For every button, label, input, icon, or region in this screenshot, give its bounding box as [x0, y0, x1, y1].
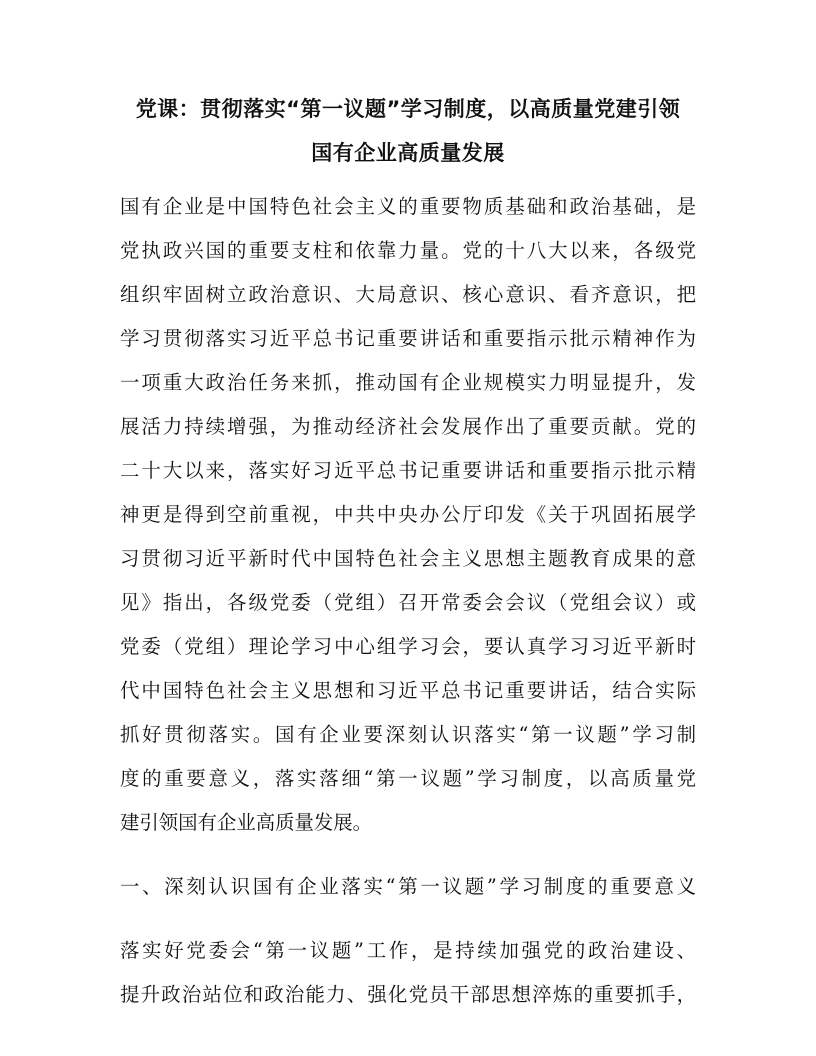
section-1-heading: 一、深刻认识国有企业落实“第一议题”学习制度的重要意义 [120, 875, 696, 898]
paragraph-1-line: 党委（党组）理论学习中心组学习会，要认真学习习近平新时 [120, 635, 696, 658]
document-title-line-2: 国有企业高质量发展 [311, 141, 505, 165]
paragraph-1-line: 度的重要意义，落实落细“第一议题”学习制度，以高质量党 [120, 767, 696, 790]
paragraph-1-line: 组织牢固树立政治意识、大局意识、核心意识、看齐意识，把 [120, 283, 696, 306]
paragraph-1-line: 建引领国有企业高质量发展。 [120, 811, 373, 834]
paragraph-1-line: 党执政兴国的重要支柱和依靠力量。党的十八大以来，各级党 [120, 239, 696, 262]
paragraph-1-line: 神更是得到空前重视，中共中央办公厅印发《关于巩固拓展学 [120, 503, 696, 526]
paragraph-1-line: 一项重大政治任务来抓，推动国有企业规模实力明显提升，发 [120, 371, 696, 394]
paragraph-2-line: 提升政治站位和政治能力、强化党员干部思想淬炼的重要抓手， [120, 983, 696, 1006]
paragraph-2-line: 落实好党委会“第一议题”工作，是持续加强党的政治建设、 [120, 939, 696, 962]
paragraph-1-line: 代中国特色社会主义思想和习近平总书记重要讲话，结合实际 [120, 679, 696, 702]
paragraph-1-line: 抓好贯彻落实。国有企业要深刻认识落实“第一议题”学习制 [120, 723, 696, 746]
paragraph-1-line: 二十大以来，落实好习近平总书记重要讲话和重要指示批示精 [120, 459, 696, 482]
paragraph-1-line: 见》指出，各级党委（党组）召开常委会会议（党组会议）或 [120, 591, 696, 614]
paragraph-1-line: 国有企业是中国特色社会主义的重要物质基础和政治基础，是 [120, 195, 696, 218]
paragraph-1-line: 学习贯彻落实习近平总书记重要讲话和重要指示批示精神作为 [120, 327, 696, 350]
paragraph-1-line: 习贯彻习近平新时代中国特色社会主义思想主题教育成果的意 [120, 547, 696, 570]
paragraph-1-line: 展活力持续增强，为推动经济社会发展作出了重要贡献。党的 [120, 415, 696, 438]
document-title-line-1: 党课：贯彻落实“第一议题”学习制度，以高质量党建引领 [135, 97, 681, 121]
